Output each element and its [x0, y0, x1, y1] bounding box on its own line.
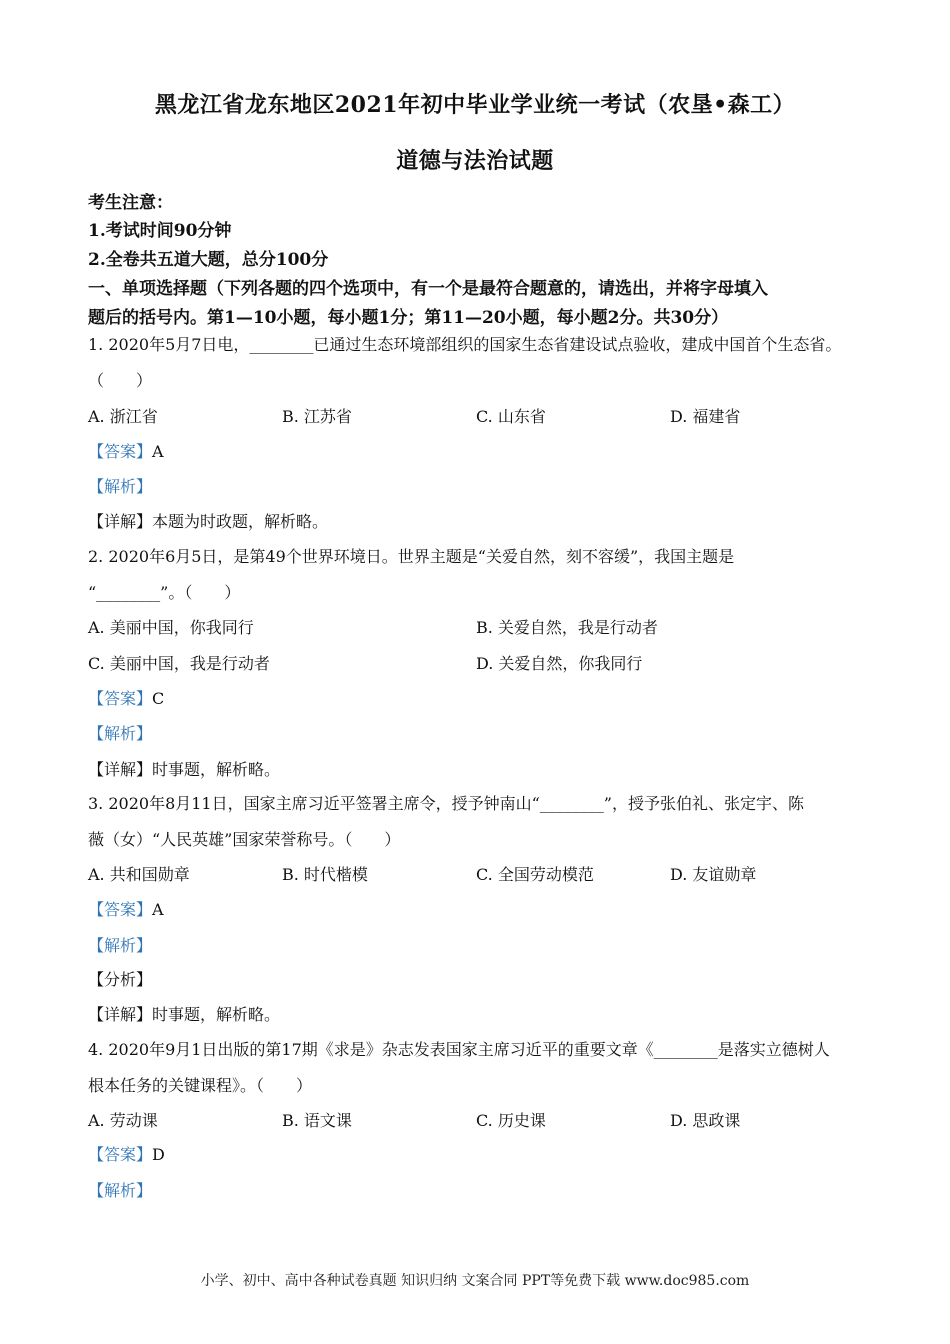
q1-stem-line2: （ ） — [88, 371, 153, 390]
page-subtitle: 道德与法治试题 — [396, 148, 554, 174]
page-title: 黑龙江省龙东地区2021年初中毕业学业统一考试（农垦•森工） — [154, 92, 796, 118]
section1-instructions-line2: 题后的括号内。第1—10小题，每小题1分；第11—20小题，每小题2分。共30分） — [88, 308, 729, 328]
q1-option-b: B. 江苏省 — [282, 407, 352, 426]
analysis-label: 【解析】 — [88, 477, 153, 496]
analysis-label: 【解析】 — [88, 1181, 153, 1200]
q3-fenxi — [88, 967, 152, 990]
q2-answer-value: C — [152, 689, 165, 708]
q3-option-d: D. 友谊勋章 — [670, 865, 757, 884]
answer-label: 【答案】 — [88, 1145, 153, 1164]
q2-answer — [88, 686, 164, 709]
q3-detail-text: 时事题，解析略。 — [152, 1005, 281, 1024]
q2-analysis — [88, 721, 152, 744]
q4-answer — [88, 1142, 165, 1165]
detail-label: 【详解】 — [88, 1005, 153, 1024]
q1-detail — [88, 509, 328, 532]
q2-option-d: D. 关爱自然，你我同行 — [476, 654, 643, 673]
q1-stem-line1: 1. 2020年5月7日电，________已通过生态环境部组织的国家生态省建设试点验收，建成中国首个生态省。 — [88, 335, 842, 354]
q4-option-d: D. 思政课 — [670, 1111, 741, 1130]
q3-option-b: B. 时代楷模 — [282, 865, 368, 884]
q3-detail — [88, 1002, 280, 1025]
q1-answer-value: A — [152, 442, 164, 461]
page-footer: 小学、初中、高中各种试卷真题 知识归纳 文案合同 PPT等免费下载 www.doc985.com — [200, 1273, 750, 1289]
q2-option-b: B. 关爱自然，我是行动者 — [476, 618, 658, 637]
q2-option-c: C. 美丽中国，我是行动者 — [88, 654, 270, 673]
q1-option-d: D. 福建省 — [670, 407, 741, 426]
q1-option-c: C. 山东省 — [476, 407, 546, 426]
notice-item-score: 2.全卷共五道大题，总分100分 — [88, 250, 329, 270]
q4-stem-line1: 4. 2020年9月1日出版的第17期《求是》杂志发表国家主席习近平的重要文章《________是落实立德树人 — [88, 1040, 830, 1059]
q4-option-c: C. 历史课 — [476, 1111, 546, 1130]
q4-option-b: B. 语文课 — [282, 1111, 352, 1130]
q1-option-a: A. 浙江省 — [88, 407, 158, 426]
q2-stem-line2: “________”。（ ） — [88, 583, 241, 602]
q4-answer-value: D — [152, 1145, 165, 1164]
q4-option-a: A. 劳动课 — [88, 1111, 158, 1130]
q1-detail-text: 本题为时政题，解析略。 — [152, 512, 329, 531]
q4-analysis — [88, 1178, 152, 1201]
answer-label: 【答案】 — [88, 900, 153, 919]
section1-instructions-line1: 一、单项选择题（下列各题的四个选项中，有一个是最符合题意的，请选出，并将字母填入 — [88, 279, 768, 299]
q2-stem-line1: 2. 2020年6月5日，是第49个世界环境日。世界主题是“关爱自然，刻不容缓”，我国主题是 — [88, 547, 735, 566]
q3-answer-value: A — [152, 900, 164, 919]
fenxi-label: 【分析】 — [88, 970, 153, 989]
notice-heading: 考生注意： — [88, 193, 173, 213]
answer-label: 【答案】 — [88, 442, 153, 461]
q4-stem-line2: 根本任务的关键课程》。（ ） — [88, 1076, 313, 1095]
q3-analysis — [88, 933, 152, 956]
q3-stem-line1: 3. 2020年8月11日，国家主席习近平签署主席令，授予钟南山“________”，授予张伯礼、张定宇、陈 — [88, 794, 804, 813]
q2-detail — [88, 757, 280, 780]
detail-label: 【详解】 — [88, 512, 153, 531]
analysis-label: 【解析】 — [88, 724, 153, 743]
q3-option-c: C. 全国劳动模范 — [476, 865, 594, 884]
q3-answer — [88, 897, 164, 920]
answer-label: 【答案】 — [88, 689, 153, 708]
q2-detail-text: 时事题，解析略。 — [152, 760, 281, 779]
q1-analysis — [88, 474, 152, 497]
notice-item-time: 1.考试时间90分钟 — [88, 221, 232, 241]
q2-option-a: A. 美丽中国，你我同行 — [88, 618, 254, 637]
q3-stem-line2: 薇（女）“人民英雄”国家荣誉称号。（ ） — [88, 830, 401, 849]
q1-answer — [88, 439, 164, 462]
analysis-label: 【解析】 — [88, 936, 153, 955]
detail-label: 【详解】 — [88, 760, 153, 779]
q3-option-a: A. 共和国勋章 — [88, 865, 190, 884]
